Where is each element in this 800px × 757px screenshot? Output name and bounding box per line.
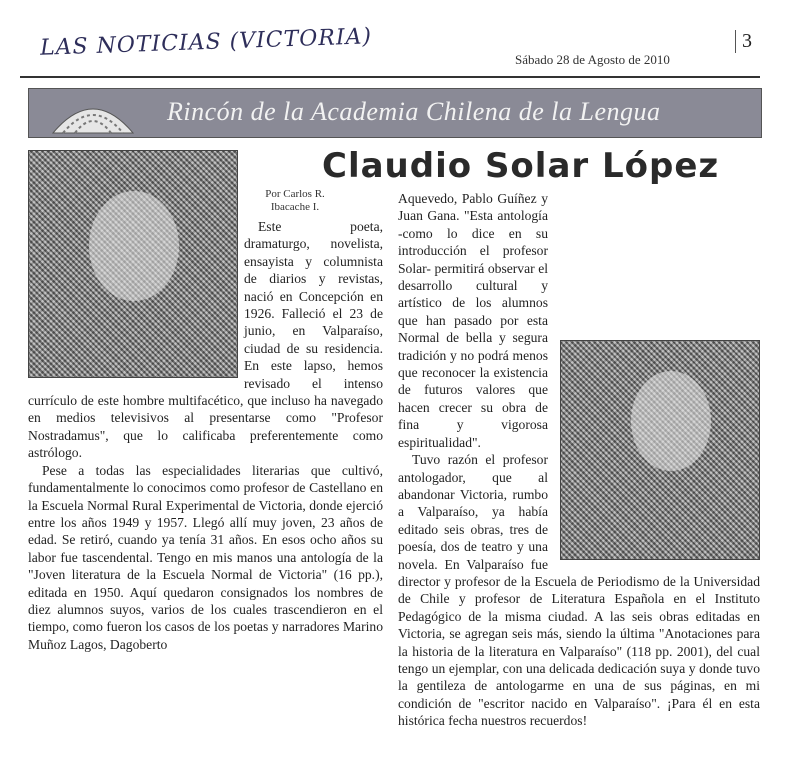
article-title: Claudio Solar López [322, 146, 720, 186]
author-photo-portrait [560, 340, 760, 560]
article-column-left [28, 218, 383, 748]
byline-author-line1: Por Carlos R. [265, 188, 325, 200]
photo-spacer [28, 218, 244, 378]
article-paragraph: Este poeta, dramaturgo, novelista, ensayista y columnista de diarios y revistas, nació en Concepción en 1926. Falleció el 23 de junio, en Valparaíso, ciudad de su residencia. En este lapso, hemos revisado el intenso currículo de este hombre multifacético, que incluso ha navegado en medios televisivos al presentarse como "Profesor Nostradamus", que lo calificaba preferentemente como astrólogo. [28, 219, 383, 461]
page-number: 3 [735, 30, 752, 53]
byline-author-line2: Ibacache I. [270, 201, 320, 213]
article-paragraph: Tuvo razón el profesor antologador, que al abandonar Victoria, rumbo a Valparaíso, ya había editado seis obras, tres de poesía, dos de teatro y una novela. En Valparaíso fue director y profesor de la Escuela de Periodismo de la Universidad de Chile y profesor de Literatura Española en el Instituto Pedagógico de la misma ciudad. A las seis obras editadas en Victoria, se agregan seis más, siendo la última "Anotaciones para la historia de la literatura en Valparaíso" (118 pp. 2001), del cual tengo un ejemplar, con una delicada dedicación suya y donde tuvo la gentileza de antologarme en una de sus páginas, en mi condición de "escritor nacido en Valparaíso". ¡Para él en esta histórica fecha nuestros recuerdos! [398, 452, 760, 729]
issue-date: Sábado 28 de Agosto de 2010 [515, 52, 670, 67]
byline [240, 188, 350, 214]
article-paragraph: Aquevedo, Pablo Guíñez y Juan Gana. "Esta antología -como lo dice en su introducción el profesor Solar- permitirá observar el desarrollo cultural y artístico de los alumnos que han pasado por esta Normal de bella y segura tradición y no podrá menos que reconocer la existencia de futuros valores que hacen crecer su obra de fina y vigorosa espiritualidad". [398, 191, 548, 450]
section-banner [28, 88, 762, 138]
header-rule [20, 76, 760, 78]
handwritten-source-note: LAS NOTICIAS (VICTORIA) [39, 24, 373, 61]
article-paragraph: Pese a todas las especialidades literarias que cultivó, fundamentalmente lo conocimos como profesor de Castellano en la Escuela Normal Rural Experimental de Victoria, donde ejerció entre los años 1949 y 1957. Llegó allí muy joven, 23 años de edad. Se retiró, cuando ya tenía 31 años. En esos ocho años su labor fue tascendental. Tengo en mis manos una antología de la "Joven literatura de la Escuela Normal de Victoria" (16 pp.), editada en 1950. Aquí quedaron consignados los nombres de diez alumnos suyos, varios de los cuales trascendieron en el tiempo, como fueron los casos de los poetas y narradores Marino Muñoz Lagos, Dagoberto [28, 462, 383, 652]
academy-emblem-icon [47, 91, 139, 135]
section-title: Rincón de la Academia Chilena de la Lengua [167, 97, 661, 126]
